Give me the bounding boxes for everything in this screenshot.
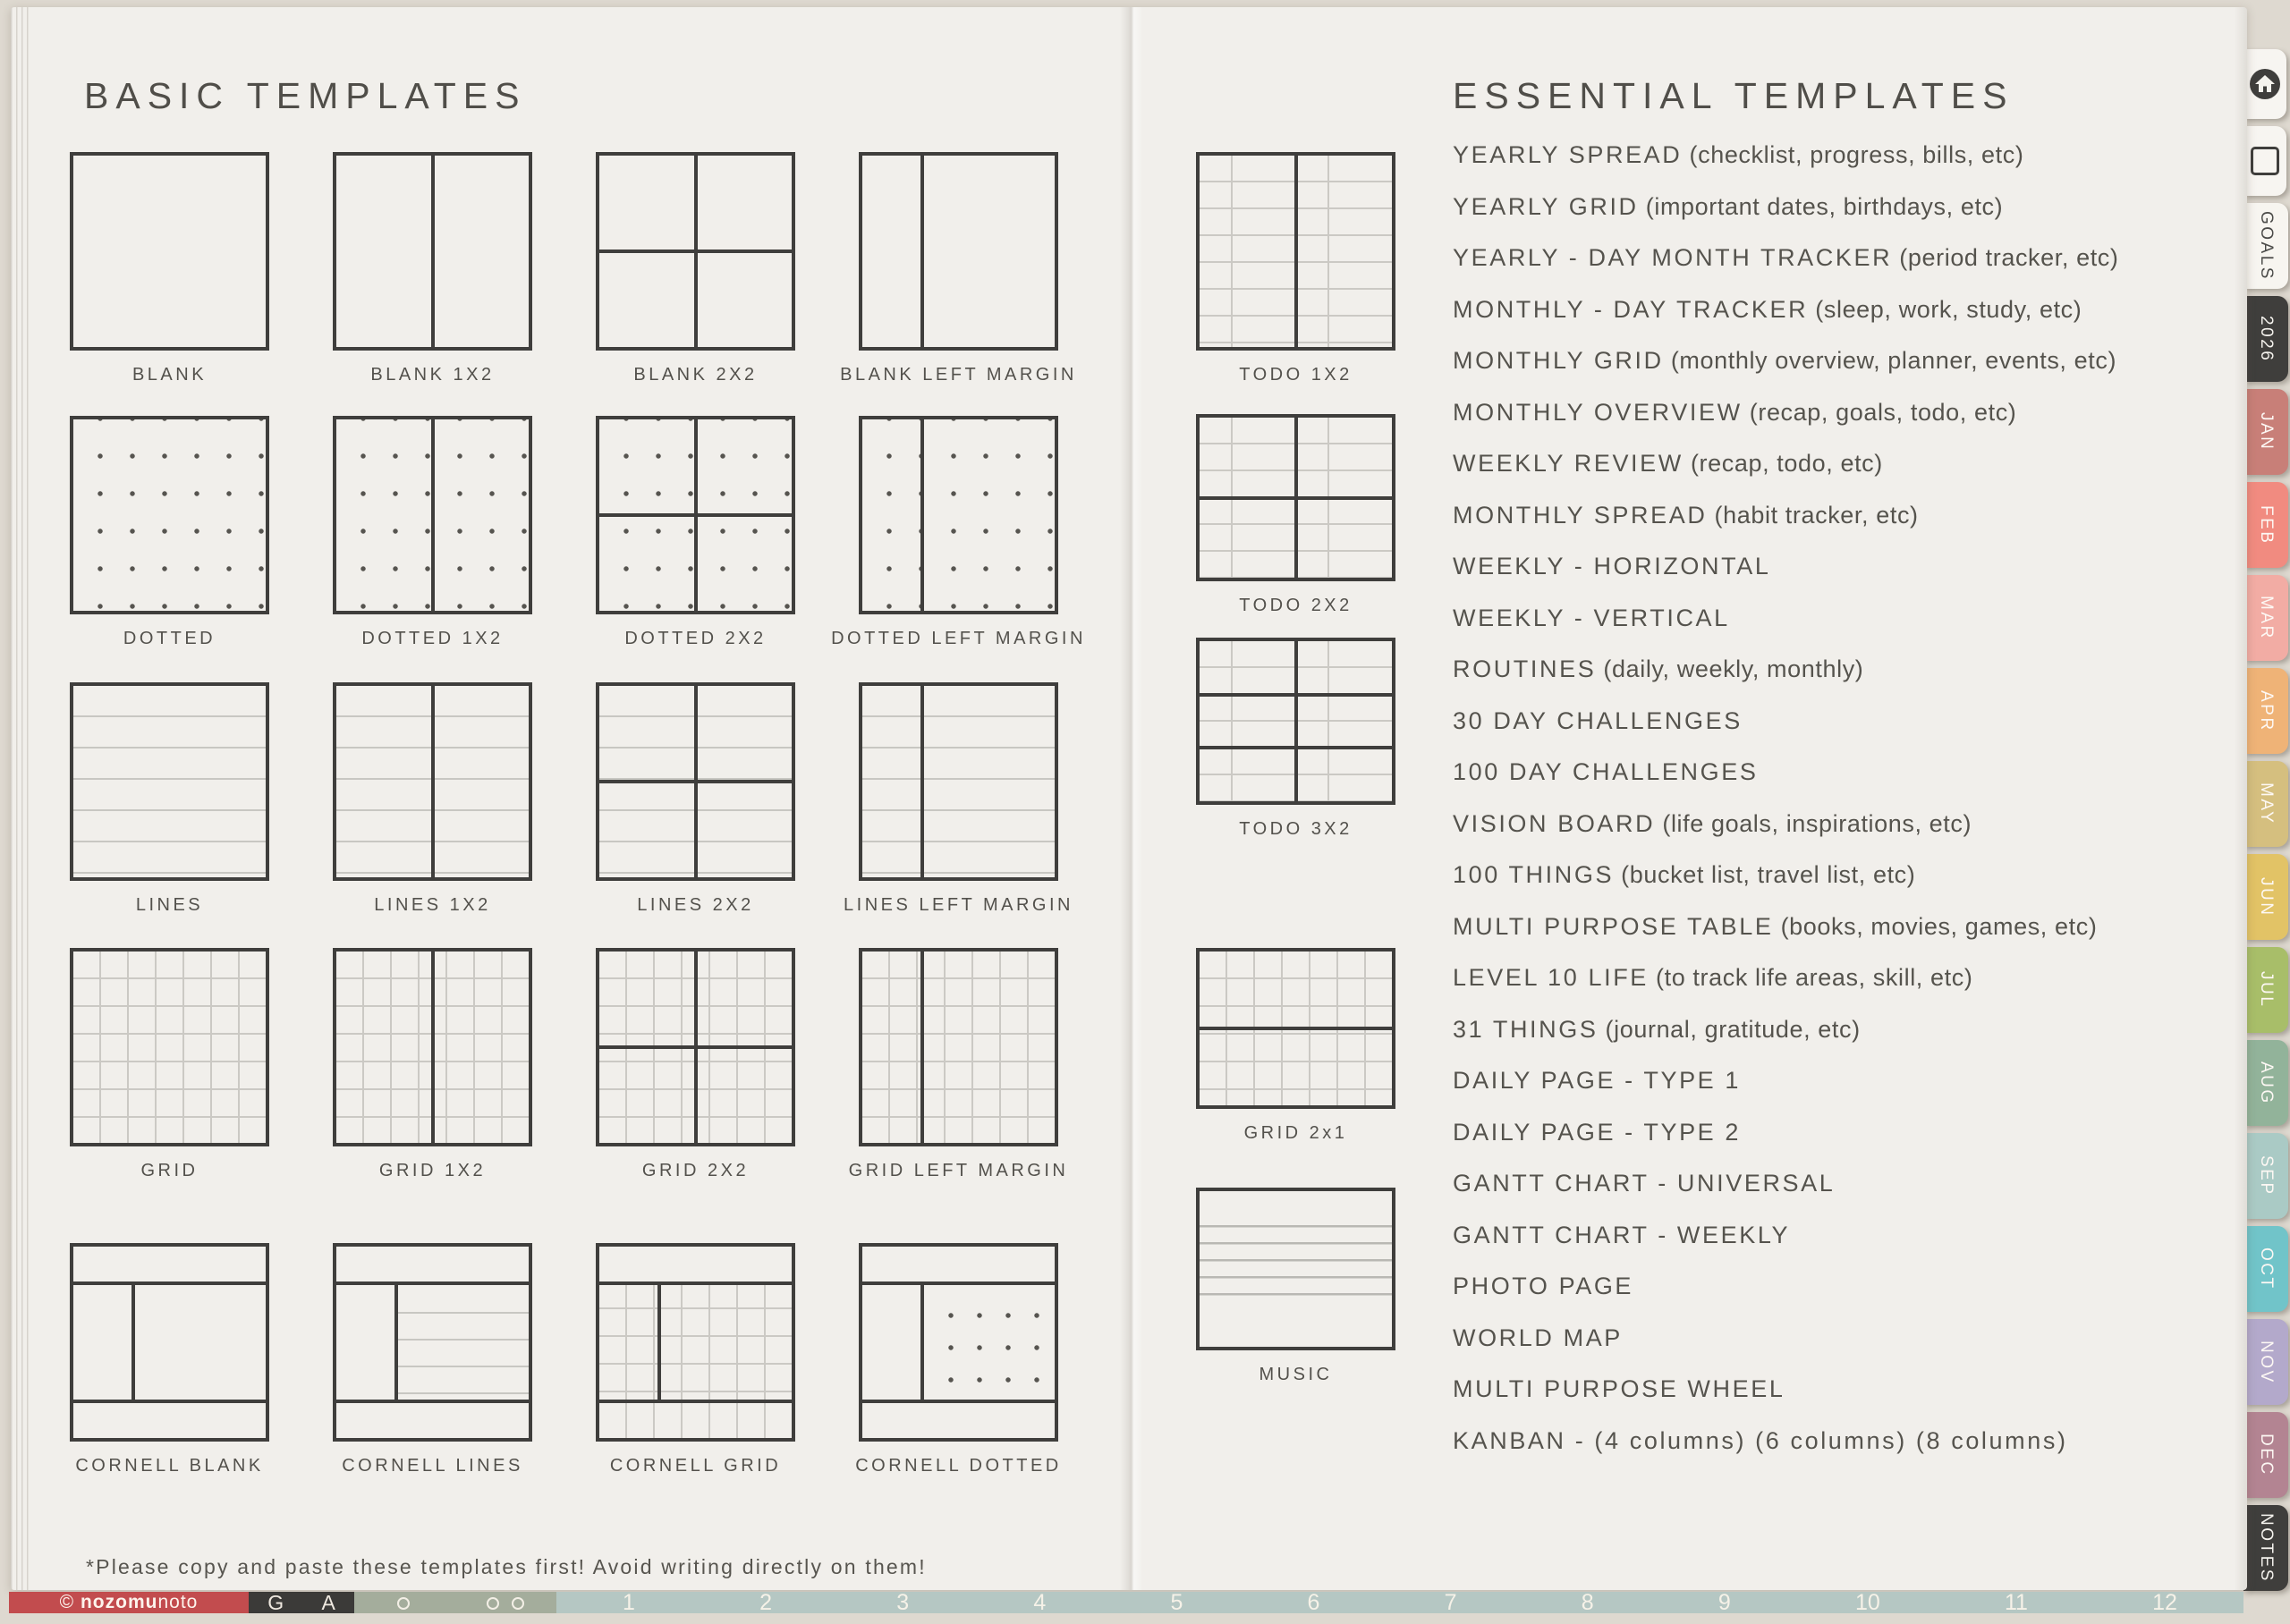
index-circle-icon: [512, 1597, 524, 1610]
template-thumb-cornell-dotted[interactable]: [855, 1243, 1062, 1481]
item-description: (sleep, work, study, etc): [1808, 295, 2082, 323]
template-label: CORNELL LINES: [342, 1456, 523, 1476]
item-description: (recap, goals, todo, etc): [1742, 398, 2017, 426]
pattern-fill: [73, 952, 266, 1143]
template-preview: [333, 682, 532, 881]
template-label: DOTTED 2X2: [624, 629, 767, 648]
month-number-5[interactable]: 5: [1170, 1589, 1183, 1615]
index-letter-g[interactable]: G: [267, 1590, 284, 1614]
essential-item-kanban-4-columns-6-columns-8-columns[interactable]: [1453, 1427, 2068, 1455]
template-thumb-todo-2x2[interactable]: [1196, 414, 1395, 621]
item-name: WEEKLY - VERTICAL: [1453, 604, 1730, 631]
tab-2026[interactable]: [2243, 296, 2288, 382]
template-preview: [70, 152, 269, 351]
tab-label: 2026: [2257, 315, 2276, 363]
page-spread: [11, 7, 2247, 1590]
basic-templates-title: BASIC TEMPLATES: [84, 75, 527, 116]
template-preview: [1196, 948, 1395, 1109]
template-label: BLANK LEFT MARGIN: [840, 365, 1077, 385]
template-label: GRID: [140, 1161, 199, 1180]
essential-item-level-10-life[interactable]: [1453, 964, 1972, 992]
item-name: DAILY PAGE - TYPE 1: [1453, 1067, 1742, 1094]
month-number-8[interactable]: 8: [1581, 1589, 1594, 1615]
item-name: MULTI PURPOSE TABLE: [1453, 912, 1774, 940]
essential-item-world-map[interactable]: [1453, 1324, 1623, 1352]
month-number-11[interactable]: 11: [2005, 1589, 2028, 1615]
essential-item-monthly-overview[interactable]: [1453, 399, 2016, 427]
tab-label: MAY: [2257, 782, 2276, 825]
tab-may[interactable]: [2243, 761, 2288, 847]
pattern-fill: [862, 686, 1055, 877]
tab-nov[interactable]: [2243, 1319, 2288, 1405]
essential-item-weekly-review[interactable]: [1453, 450, 1883, 478]
page-stack-edge: [11, 7, 30, 1590]
tab-sep[interactable]: [2243, 1133, 2288, 1219]
item-description: (important dates, birthdays, etc): [1638, 192, 2004, 220]
pattern-fill: [862, 952, 1055, 1143]
template-thumb-cornell-blank[interactable]: [70, 1243, 269, 1481]
home-tab[interactable]: [2243, 49, 2286, 119]
template-label: DOTTED LEFT MARGIN: [831, 629, 1086, 648]
template-preview: [70, 416, 269, 614]
template-label: TODO 2X2: [1239, 596, 1353, 615]
essential-item-monthly-spread[interactable]: [1453, 502, 1919, 529]
tab-label: NOV: [2257, 1340, 2276, 1384]
template-preview: [333, 416, 532, 614]
template-thumb-grid-2x2[interactable]: [596, 948, 795, 1186]
month-number-2[interactable]: 2: [759, 1589, 773, 1615]
essential-item-daily-page-type-1[interactable]: [1453, 1067, 1741, 1095]
template-thumb-blank-2x2[interactable]: [596, 152, 795, 390]
tab-goals[interactable]: [2243, 203, 2288, 289]
template-thumb-grid[interactable]: [70, 948, 269, 1186]
template-thumb-lines-left-margin[interactable]: [844, 682, 1073, 920]
template-thumb-grid-2x1[interactable]: [1196, 948, 1395, 1148]
template-thumb-todo-1x2[interactable]: [1196, 152, 1395, 390]
tab-label: APR: [2257, 689, 2276, 732]
template-label: DOTTED: [123, 629, 216, 648]
index-circle-icon: [487, 1597, 499, 1610]
tab-label: FEB: [2257, 504, 2276, 546]
item-name: 30 DAY CHALLENGES: [1453, 706, 1743, 734]
template-label: CORNELL BLANK: [75, 1456, 264, 1476]
tab-apr[interactable]: [2243, 668, 2288, 754]
template-preview: [1196, 638, 1395, 805]
item-name: YEARLY GRID: [1453, 192, 1639, 220]
template-preview: [1196, 1188, 1395, 1350]
tab-jul[interactable]: [2243, 947, 2288, 1033]
checkbox-column-line: [1231, 641, 1233, 801]
item-description: (life goals, inspirations, etc): [1655, 809, 1972, 837]
tab-label: JUL: [2257, 971, 2276, 1009]
item-name: MONTHLY OVERVIEW: [1453, 398, 1743, 426]
template-preview: [596, 948, 795, 1146]
template-preview: [859, 416, 1058, 614]
square-icon: [2251, 147, 2279, 175]
template-label: GRID 1X2: [378, 1161, 487, 1180]
item-name: 100 DAY CHALLENGES: [1453, 758, 1759, 785]
checkbox-column-line: [1327, 641, 1329, 801]
template-preview: [70, 1243, 269, 1442]
essential-item-yearly-day-month-tracker[interactable]: [1453, 244, 2119, 272]
essential-item-weekly-horizontal[interactable]: [1453, 553, 1770, 580]
template-thumb-blank-1x2[interactable]: [333, 152, 532, 390]
template-preview: [596, 152, 795, 351]
tab-label: JAN: [2257, 412, 2276, 452]
template-label: LINES LEFT MARGIN: [844, 895, 1073, 915]
index-circle-icon: [397, 1597, 410, 1610]
staff-lines: [1200, 1225, 1392, 1297]
copy-paste-note: *Please copy and paste these templates first! Avoid writing directly on them!: [86, 1555, 927, 1578]
item-name: ROUTINES: [1453, 656, 1597, 682]
essential-item-monthly-day-tracker[interactable]: [1453, 296, 2082, 324]
month-number-12[interactable]: 12: [2152, 1589, 2177, 1615]
tab-oct[interactable]: [2243, 1226, 2288, 1312]
template-thumb-dotted-1x2[interactable]: [333, 416, 532, 654]
item-description: (monthly overview, planner, events, etc): [1663, 347, 2117, 374]
template-label: BLANK 2X2: [633, 365, 758, 385]
item-name: KANBAN - (4 columns) (6 columns) (8 columns): [1453, 1426, 2068, 1454]
tab-label: NOTES: [2257, 1513, 2276, 1583]
month-number-6[interactable]: 6: [1307, 1589, 1320, 1615]
essential-item-photo-page[interactable]: [1453, 1273, 1633, 1300]
template-label: BLANK: [131, 365, 208, 385]
item-name: PHOTO PAGE: [1453, 1273, 1634, 1299]
item-name: GANTT CHART - WEEKLY: [1453, 1221, 1791, 1248]
item-name: WEEKLY - HORIZONTAL: [1453, 553, 1771, 579]
template-preview: [1196, 152, 1395, 351]
tab-dec[interactable]: [2243, 1412, 2288, 1498]
template-thumb-grid-left-margin[interactable]: [848, 948, 1069, 1186]
brand-segment: [9, 1592, 249, 1613]
brand-name-bold: nozomu: [80, 1592, 158, 1612]
month-number-10[interactable]: 10: [1854, 1589, 1880, 1615]
template-label: LINES 1X2: [374, 895, 491, 915]
essential-item-multi-purpose-wheel[interactable]: [1453, 1375, 1785, 1403]
item-description: (bucket list, travel list, etc): [1614, 861, 1916, 888]
pattern-fill: [599, 1403, 792, 1438]
tab-jun[interactable]: [2243, 854, 2288, 940]
template-label: TODO 1X2: [1239, 365, 1353, 385]
essential-item-weekly-vertical[interactable]: [1453, 605, 1730, 632]
index-dots-segment: [354, 1592, 556, 1613]
essential-item-yearly-spread[interactable]: [1453, 141, 2023, 169]
template-thumb-todo-3x2[interactable]: [1196, 638, 1395, 844]
template-preview: [333, 152, 532, 351]
essential-item-gantt-chart-universal[interactable]: [1453, 1170, 1835, 1197]
item-description: (daily, weekly, monthly): [1596, 656, 1864, 682]
template-thumb-cornell-lines[interactable]: [333, 1243, 532, 1481]
template-preview: [859, 1243, 1058, 1442]
pattern-fill: [398, 1287, 530, 1400]
pattern-fill: [73, 419, 266, 611]
template-label: LINES: [135, 895, 204, 915]
item-name: MONTHLY GRID: [1453, 347, 1664, 374]
template-preview: [333, 948, 532, 1146]
item-name: WORLD MAP: [1453, 1324, 1623, 1351]
essential-templates-title: ESSENTIAL TEMPLATES: [1453, 75, 2014, 116]
item-name: 31 THINGS: [1453, 1015, 1599, 1043]
tab-label: JUN: [2257, 876, 2276, 918]
essential-item-yearly-grid[interactable]: [1453, 193, 2003, 221]
tab-label: AUG: [2257, 1061, 2276, 1105]
essential-item-100-things[interactable]: [1453, 861, 1915, 889]
tab-label: MAR: [2257, 596, 2276, 640]
bottom-index-bar: [9, 1589, 2243, 1615]
tab-notes[interactable]: [2243, 1505, 2288, 1591]
item-name: MULTI PURPOSE WHEEL: [1453, 1375, 1785, 1402]
template-thumb-blank[interactable]: [70, 152, 269, 390]
item-description: (habit tracker, etc): [1707, 501, 1919, 529]
essential-item-100-day-challenges[interactable]: [1453, 758, 1758, 786]
essential-item-routines[interactable]: [1453, 656, 1863, 683]
item-name: WEEKLY REVIEW: [1453, 450, 1684, 477]
tab-aug[interactable]: [2243, 1040, 2288, 1126]
essential-item-multi-purpose-table[interactable]: [1453, 913, 2097, 941]
template-thumb-dotted[interactable]: [70, 416, 269, 654]
tab-feb[interactable]: [2243, 482, 2288, 568]
template-preview: [70, 682, 269, 881]
template-preview: [596, 1243, 795, 1442]
home-icon: [2249, 68, 2281, 100]
pattern-fill: [926, 1287, 1056, 1400]
template-thumb-lines[interactable]: [70, 682, 269, 920]
tab-label: DEC: [2257, 1434, 2276, 1476]
page-crease: [1120, 7, 1143, 1590]
pattern-fill: [862, 419, 1055, 611]
month-number-4[interactable]: 4: [1033, 1589, 1047, 1615]
template-label: GRID LEFT MARGIN: [848, 1161, 1069, 1180]
page-overview-tab[interactable]: [2243, 126, 2286, 196]
template-label: CORNELL GRID: [609, 1456, 782, 1476]
template-preview: [70, 948, 269, 1146]
item-name: GANTT CHART - UNIVERSAL: [1453, 1170, 1836, 1197]
tab-jan[interactable]: [2243, 389, 2288, 475]
item-name: YEARLY - DAY MONTH TRACKER: [1453, 244, 1893, 271]
checkbox-column-line: [1327, 156, 1329, 347]
item-name: YEARLY SPREAD: [1453, 141, 1683, 168]
template-label: CORNELL DOTTED: [855, 1456, 1062, 1476]
template-thumb-lines-2x2[interactable]: [596, 682, 795, 920]
tab-label: GOALS: [2257, 211, 2276, 281]
essential-item-vision-board[interactable]: [1453, 810, 1972, 838]
brand-name-light: noto: [157, 1592, 199, 1612]
template-thumb-blank-left-margin[interactable]: [840, 152, 1077, 390]
template-thumb-dotted-left-margin[interactable]: [831, 416, 1086, 654]
item-description: (recap, todo, etc): [1683, 450, 1883, 477]
item-name: VISION BOARD: [1453, 809, 1656, 837]
essential-item-monthly-grid[interactable]: [1453, 347, 2116, 375]
template-label: BLANK 1X2: [370, 365, 495, 385]
item-description: (period tracker, etc): [1892, 244, 2119, 271]
template-thumb-grid-1x2[interactable]: [333, 948, 532, 1186]
tab-mar[interactable]: [2243, 575, 2288, 661]
item-description: (journal, gratitude, etc): [1598, 1015, 1861, 1043]
item-name: DAILY PAGE - TYPE 2: [1453, 1118, 1742, 1146]
checkbox-column-line: [1231, 156, 1233, 347]
template-label: TODO 3X2: [1239, 819, 1353, 839]
template-label: DOTTED 1X2: [361, 629, 504, 648]
month-number-3[interactable]: 3: [896, 1589, 910, 1615]
item-description: (books, movies, games, etc): [1773, 912, 2098, 940]
month-number-7[interactable]: 7: [1444, 1589, 1457, 1615]
index-letters-segment: [249, 1592, 354, 1613]
item-name: MONTHLY SPREAD: [1453, 501, 1708, 529]
item-name: MONTHLY - DAY TRACKER: [1453, 295, 1809, 323]
template-label: GRID 2X2: [641, 1161, 750, 1180]
template-thumb-lines-1x2[interactable]: [333, 682, 532, 920]
copyright-icon: ©: [59, 1592, 75, 1612]
template-label: MUSIC: [1259, 1365, 1333, 1384]
template-thumb-cornell-grid[interactable]: [596, 1243, 795, 1481]
month-number-strip: [556, 1589, 2243, 1615]
item-description: (checklist, progress, bills, etc): [1682, 141, 2024, 168]
template-thumb-music[interactable]: [1196, 1188, 1395, 1390]
item-name: LEVEL 10 LIFE: [1453, 964, 1649, 991]
item-description: (to track life areas, skill, etc): [1648, 964, 1973, 991]
essential-item-daily-page-type-2[interactable]: [1453, 1119, 1741, 1146]
template-label: LINES 2X2: [637, 895, 754, 915]
tab-label: SEP: [2257, 1155, 2276, 1197]
index-letter-a[interactable]: A: [321, 1590, 335, 1614]
month-number-1[interactable]: 1: [623, 1589, 635, 1615]
item-name: 100 THINGS: [1453, 861, 1615, 888]
template-preview: [596, 682, 795, 881]
pattern-fill: [73, 686, 266, 877]
essential-item-30-day-challenges[interactable]: [1453, 707, 1743, 735]
month-number-9[interactable]: 9: [1718, 1589, 1731, 1615]
page-right-edge: [2235, 7, 2247, 1590]
template-preview: [859, 152, 1058, 351]
tab-label: OCT: [2257, 1248, 2276, 1290]
pattern-fill: [599, 1281, 792, 1404]
template-thumb-dotted-2x2[interactable]: [596, 416, 795, 654]
template-preview: [859, 948, 1058, 1146]
template-label: GRID 2x1: [1243, 1123, 1348, 1143]
template-preview: [1196, 414, 1395, 581]
essential-item-gantt-chart-weekly[interactable]: [1453, 1222, 1790, 1249]
template-preview: [333, 1243, 532, 1442]
template-preview: [596, 416, 795, 614]
template-preview: [859, 682, 1058, 881]
essential-item-31-things[interactable]: [1453, 1016, 1861, 1044]
